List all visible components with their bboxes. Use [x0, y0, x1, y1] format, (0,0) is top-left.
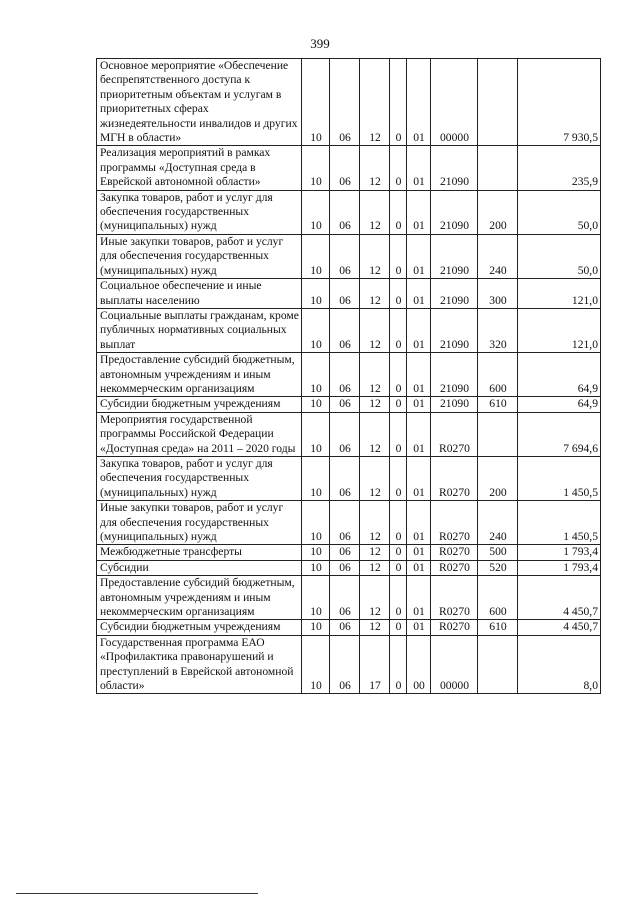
expense-type-cell: 320: [478, 308, 518, 352]
subsection-code-cell: 06: [330, 279, 360, 309]
expense-type-cell: 200: [478, 190, 518, 234]
subprogram-code-cell: 0: [390, 190, 407, 234]
direction-code-cell: R0270: [431, 501, 478, 545]
amount-cell: 121,0: [518, 279, 601, 309]
subprogram-code-cell: 0: [390, 308, 407, 352]
section-code-cell: 10: [302, 635, 330, 694]
subprogram-code-cell: 0: [390, 545, 407, 560]
expense-type-cell: 610: [478, 620, 518, 635]
expense-type-cell: 200: [478, 456, 518, 500]
program-code-cell: 12: [360, 545, 390, 560]
budget-table: [96, 58, 601, 694]
program-code-cell: 17: [360, 635, 390, 694]
amount-cell: 50,0: [518, 190, 601, 234]
table-row: [97, 412, 601, 456]
amount-cell: 4 450,7: [518, 576, 601, 620]
expense-type-cell: 300: [478, 279, 518, 309]
subprogram-code-cell: 0: [390, 412, 407, 456]
subsection-code-cell: 06: [330, 353, 360, 397]
table-row: [97, 560, 601, 575]
expense-type-cell: 600: [478, 576, 518, 620]
program-code-cell: 12: [360, 234, 390, 278]
direction-code-cell: R0270: [431, 545, 478, 560]
expense-type-cell: 240: [478, 501, 518, 545]
amount-cell: 50,0: [518, 234, 601, 278]
section-code-cell: 10: [302, 353, 330, 397]
row-name-cell: Закупка товаров, работ и услуг для обеспечения государственных (муниципальных) нужд: [97, 456, 302, 500]
program-code-cell: 12: [360, 397, 390, 412]
event-code-cell: 01: [407, 560, 431, 575]
subsection-code-cell: 06: [330, 635, 360, 694]
subsection-code-cell: 06: [330, 146, 360, 190]
direction-code-cell: R0270: [431, 456, 478, 500]
amount-cell: 7 694,6: [518, 412, 601, 456]
section-code-cell: 10: [302, 560, 330, 575]
event-code-cell: 01: [407, 545, 431, 560]
subprogram-code-cell: 0: [390, 397, 407, 412]
event-code-cell: 01: [407, 353, 431, 397]
subprogram-code-cell: 0: [390, 279, 407, 309]
direction-code-cell: 00000: [431, 59, 478, 146]
table-row: [97, 353, 601, 397]
amount-cell: 7 930,5: [518, 59, 601, 146]
direction-code-cell: R0270: [431, 620, 478, 635]
page-number: 399: [310, 36, 330, 51]
event-code-cell: 01: [407, 59, 431, 146]
program-code-cell: 12: [360, 279, 390, 309]
amount-cell: 121,0: [518, 308, 601, 352]
table-row: [97, 501, 601, 545]
table-row: [97, 308, 601, 352]
amount-cell: 1 450,5: [518, 501, 601, 545]
row-name-cell: Субсидии бюджетным учреждениям: [97, 397, 302, 412]
subprogram-code-cell: 0: [390, 576, 407, 620]
section-code-cell: 10: [302, 576, 330, 620]
event-code-cell: 01: [407, 234, 431, 278]
section-code-cell: 10: [302, 620, 330, 635]
event-code-cell: 00: [407, 635, 431, 694]
event-code-cell: 01: [407, 620, 431, 635]
section-code-cell: 10: [302, 234, 330, 278]
section-code-cell: 10: [302, 545, 330, 560]
subsection-code-cell: 06: [330, 560, 360, 575]
amount-cell: 4 450,7: [518, 620, 601, 635]
table-row: [97, 234, 601, 278]
table-row: [97, 397, 601, 412]
expense-type-cell: [478, 412, 518, 456]
program-code-cell: 12: [360, 412, 390, 456]
table-body: [97, 59, 601, 694]
expense-type-cell: 610: [478, 397, 518, 412]
subsection-code-cell: 06: [330, 412, 360, 456]
expense-type-cell: [478, 146, 518, 190]
direction-code-cell: 00000: [431, 635, 478, 694]
expense-type-cell: [478, 59, 518, 146]
section-code-cell: 10: [302, 308, 330, 352]
event-code-cell: 01: [407, 576, 431, 620]
table-row: [97, 279, 601, 309]
program-code-cell: 12: [360, 560, 390, 575]
subprogram-code-cell: 0: [390, 501, 407, 545]
amount-cell: 1 793,4: [518, 545, 601, 560]
amount-cell: 235,9: [518, 146, 601, 190]
table-row: [97, 190, 601, 234]
direction-code-cell: 21090: [431, 279, 478, 309]
event-code-cell: 01: [407, 190, 431, 234]
section-code-cell: 10: [302, 190, 330, 234]
subprogram-code-cell: 0: [390, 234, 407, 278]
program-code-cell: 12: [360, 308, 390, 352]
direction-code-cell: 21090: [431, 397, 478, 412]
direction-code-cell: R0270: [431, 576, 478, 620]
program-code-cell: 12: [360, 353, 390, 397]
row-name-cell: Субсидии бюджетным учреждениям: [97, 620, 302, 635]
subsection-code-cell: 06: [330, 456, 360, 500]
row-name-cell: Иные закупки товаров, работ и услуг для обеспечения государственных (муниципальных) нужд: [97, 234, 302, 278]
event-code-cell: 01: [407, 146, 431, 190]
row-name-cell: Субсидии: [97, 560, 302, 575]
direction-code-cell: 21090: [431, 308, 478, 352]
table-row: [97, 545, 601, 560]
program-code-cell: 12: [360, 59, 390, 146]
direction-code-cell: R0270: [431, 560, 478, 575]
program-code-cell: 12: [360, 576, 390, 620]
subprogram-code-cell: 0: [390, 635, 407, 694]
subprogram-code-cell: 0: [390, 146, 407, 190]
subprogram-code-cell: 0: [390, 456, 407, 500]
table-row: [97, 620, 601, 635]
row-name-cell: Социальное обеспечение и иные выплаты населению: [97, 279, 302, 309]
row-name-cell: Основное мероприятие «Обеспечение беспрепятственного доступа к приоритетным объектам и услугам в приоритетных сферах жизнедеятельности инвалидов и других МГН в области»: [97, 59, 302, 146]
section-code-cell: 10: [302, 456, 330, 500]
direction-code-cell: 21090: [431, 234, 478, 278]
subsection-code-cell: 06: [330, 501, 360, 545]
row-name-cell: Иные закупки товаров, работ и услуг для обеспечения государственных (муниципальных) нужд: [97, 501, 302, 545]
amount-cell: 1 450,5: [518, 456, 601, 500]
subsection-code-cell: 06: [330, 545, 360, 560]
program-code-cell: 12: [360, 620, 390, 635]
table-row: [97, 456, 601, 500]
event-code-cell: 01: [407, 397, 431, 412]
section-code-cell: 10: [302, 412, 330, 456]
footnote-separator-line: [16, 893, 258, 894]
program-code-cell: 12: [360, 501, 390, 545]
subsection-code-cell: 06: [330, 234, 360, 278]
section-code-cell: 10: [302, 279, 330, 309]
row-name-cell: Социальные выплаты гражданам, кроме публичных нормативных социальных выплат: [97, 308, 302, 352]
expense-type-cell: [478, 635, 518, 694]
event-code-cell: 01: [407, 456, 431, 500]
subsection-code-cell: 06: [330, 397, 360, 412]
program-code-cell: 12: [360, 146, 390, 190]
row-name-cell: Мероприятия государственной программы Российской Федерации «Доступная среда» на 2011 – 2020 годы: [97, 412, 302, 456]
direction-code-cell: R0270: [431, 412, 478, 456]
subsection-code-cell: 06: [330, 576, 360, 620]
event-code-cell: 01: [407, 501, 431, 545]
subprogram-code-cell: 0: [390, 560, 407, 575]
subprogram-code-cell: 0: [390, 353, 407, 397]
amount-cell: 64,9: [518, 397, 601, 412]
row-name-cell: Государственная программа ЕАО «Профилактика правонарушений и преступлений в Еврейской автономной области»: [97, 635, 302, 694]
table-row: [97, 59, 601, 146]
table-row: [97, 576, 601, 620]
event-code-cell: 01: [407, 308, 431, 352]
program-code-cell: 12: [360, 456, 390, 500]
table-row: [97, 635, 601, 694]
program-code-cell: 12: [360, 190, 390, 234]
amount-cell: 1 793,4: [518, 560, 601, 575]
section-code-cell: 10: [302, 146, 330, 190]
expense-type-cell: 520: [478, 560, 518, 575]
row-name-cell: Закупка товаров, работ и услуг для обеспечения государственных (муниципальных) нужд: [97, 190, 302, 234]
direction-code-cell: 21090: [431, 190, 478, 234]
subprogram-code-cell: 0: [390, 59, 407, 146]
row-name-cell: Предоставление субсидий бюджетным, автономным учреждениям и иным некоммерческим организациям: [97, 576, 302, 620]
table-row: [97, 146, 601, 190]
row-name-cell: Реализация мероприятий в рамках программы «Доступная среда в Еврейской автономной области»: [97, 146, 302, 190]
amount-cell: 8,0: [518, 635, 601, 694]
section-code-cell: 10: [302, 397, 330, 412]
row-name-cell: Предоставление субсидий бюджетным, автономным учреждениям и иным некоммерческим организациям: [97, 353, 302, 397]
subsection-code-cell: 06: [330, 59, 360, 146]
expense-type-cell: 600: [478, 353, 518, 397]
amount-cell: 64,9: [518, 353, 601, 397]
event-code-cell: 01: [407, 279, 431, 309]
expense-type-cell: 240: [478, 234, 518, 278]
section-code-cell: 10: [302, 59, 330, 146]
subsection-code-cell: 06: [330, 620, 360, 635]
expense-type-cell: 500: [478, 545, 518, 560]
subsection-code-cell: 06: [330, 190, 360, 234]
section-code-cell: 10: [302, 501, 330, 545]
subsection-code-cell: 06: [330, 308, 360, 352]
event-code-cell: 01: [407, 412, 431, 456]
direction-code-cell: 21090: [431, 146, 478, 190]
row-name-cell: Межбюджетные трансферты: [97, 545, 302, 560]
subprogram-code-cell: 0: [390, 620, 407, 635]
direction-code-cell: 21090: [431, 353, 478, 397]
